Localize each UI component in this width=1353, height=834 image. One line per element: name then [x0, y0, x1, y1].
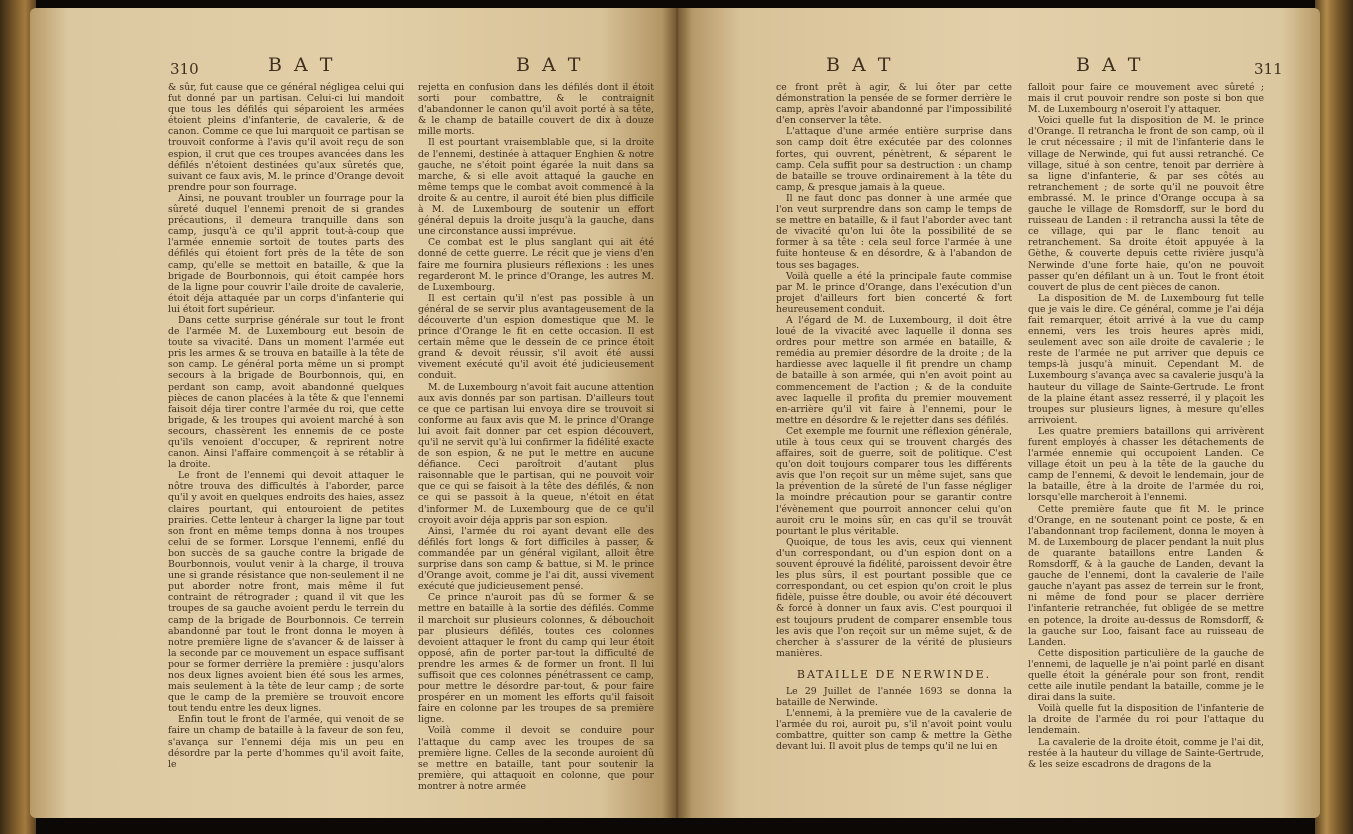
paragraph: Les quatre premiers bataillons qui arrivèrent furent employés à chasser les détachements de l'armée ennemie qui occupoient Landen. Ce village étoit un peu à la tête de la gauche du camp de l'ennemi, & devoit le lendemain, jour de la bataille, être à la droite de l'armée du roi, lorsqu'elle marcheroit à l'ennemi. — [1028, 425, 1264, 504]
paragraph: Cette disposition particulière de la gauche de l'ennemi, de laquelle je n'ai point parlé en disant quelle étoit la générale pour son front, rendit cette aile inutile pendant la bataille, comme je le dirai dans la suite. — [1028, 647, 1264, 704]
left-page-number: 310 — [170, 60, 199, 78]
paragraph: A l'égard de M. de Luxembourg, il doit être loué de la vivacité avec laquelle il donna ses ordres pour mettre son armée en bataille, & remédia au premier désordre de la droite ; de la hardiesse avec laquelle il fit prendre un champ de bataille à son armée, qui n'en avoit point au commencement de l'action ; & de la conduite avec laquelle il profita du premier mouvement en-arrière qu'il vit faire à l'ennemi, pour le mettre en désordre & le rejetter dans ses défilés. — [776, 314, 1012, 426]
section-title: BATAILLE DE NERWINDE. — [796, 667, 992, 681]
paragraph: Ce combat est le plus sanglant qui ait été donné de cette guerre. Le récit que je viens d'en faire me fournira plusieurs réflexions : les unes regarderont M. le prince d'Orange, les autres M. de Luxembourg. — [418, 237, 654, 293]
right-page-column-1 — [776, 82, 1012, 818]
left-header-col2: B A T — [516, 54, 584, 76]
paragraph: rejetta en confusion dans les défilés dont il étoit sorti pour combattre, & le contraignit d'abandonner le canon qu'il avoit porté à sa tête, & le champ de bataille couvert de dix à douze mille morts. — [418, 82, 654, 138]
paragraph: Voici quelle fut la disposition de M. le prince d'Orange. Il retrancha le front de son camp, où il le crut nécessaire ; il mit de l'infanterie dans le village de Nerwinde, qui fut aussi retranché. Ce village, situé à son centre, tenoit par derrière à sa ligne d'infanterie, & par ses côtés au retranchement ; de sorte qu'il ne pouvoit être embrassé. M. le prince d'Orange occupa à sa gauche le village de Romsdorff, sur le bord du ruisseau de Landen : il retrancha aussi la tête de ce village, qui par le flanc tenoit au retranchement. Sa droite étoit appuyée à la Gèthe, & couverte depuis cette rivière jusqu'à Nerwinde d'une forte haie, qu'on ne pouvoit passer qu'en défilant un à un. Tout le front étoit couvert de plus de cent pièces de canon. — [1028, 115, 1264, 293]
paragraph: Quoique, de tous les avis, ceux qui viennent d'un correspondant, ou d'un espion dont on a souvent éprouvé la fidélité, paroissent devoir être les plus sûrs, il est pourtant possible que ce correspondant, ou cet espion qu'on croit le plus fidèle, puisse être double, ou avoir été découvert & forcé à donner un faux avis. C'est pourquoi il est toujours prudent de comparer ensemble tous les avis que l'on reçoit sur un même sujet, & de chercher à s'assurer de la vérité de plusieurs manières. — [776, 536, 1012, 659]
paragraph: Dans cette surprise générale sur tout le front de l'armée M. de Luxembourg eut besoin de toute sa vivacité. Dans un moment l'armée eut pris les armes & se trouva en bataille à la tête de son camp. Le général porta même un si prompt secours à la brigade de Bourbonnois, qui, en perdant son camp, avoit abandonné quelques pièces de canon placées à la tête & que l'ennemi faisoit déja tirer contre l'armée du roi, que cette brigade, & les troupes qui avoient marché à son secours, chassèrent les ennemis de ce poste qu'ils venoient d'occuper, & reprirent notre canon. Ainsi l'affaire commençoit à se rétablir à la droite. — [168, 314, 404, 471]
right-page-header — [676, 54, 1320, 80]
paragraph: Voilà comme il devoit se conduire pour l'attaque du camp avec les troupes de sa première ligne. Celles de la seconde auroient dû se mettre en bataille, tant pour soutenir la première, qui attaquoit en colonne, que pour montrer à notre armée — [418, 725, 654, 792]
paragraph: Cet exemple me fournit une réflexion générale, utile à tous ceux qui se trouvent chargés des affaires, soit de guerre, soit de politique. C'est qu'on doit toujours comparer tous les différents avis que l'on reçoit sur un même sujet, sans que la prévention de la sûreté de l'un fasse négliger la moindre précaution pour se garantir contre l'évènement que pourroit annoncer celui qu'on auroit cru le moins sûr, en cas qu'il se trouvât pourtant le plus véritable. — [776, 425, 1012, 537]
paragraph: Voilà quelle fut la disposition de l'infanterie de la droite de l'armée du roi pour l'attaque du lendemain. — [1028, 703, 1264, 737]
left-page — [30, 8, 678, 818]
right-header-col1: B A T — [826, 54, 894, 76]
book-gutter — [662, 8, 692, 818]
paragraph: La cavalerie de la droite étoit, comme je l'ai dit, restée à la hauteur du village de Sainte-Gertrude, & les seize escadrons de dragons de la — [1028, 736, 1264, 770]
paragraph: Le 29 Juillet de l'année 1693 se donna la bataille de Nerwinde. — [776, 685, 1012, 709]
paragraph: Ainsi, l'armée du roi ayant devant elle des défilés fort longs & fort difficiles à passer, & commandée par un général vigilant, alloit être surprise dans son camp & battue, si M. le prince d'Orange avoit, comme je l'ai dit, aussi vivement exécuté que judicieusement pensé. — [418, 525, 654, 593]
left-page-header — [30, 54, 678, 80]
paragraph: Cette première faute que fit M. le prince d'Orange, en ne soutenant point ce poste, & en l'abandonnant trop facilement, donna le moyen à M. de Luxembourg de placer pendant la nuit plus de quarante bataillons entre Landen & Romsdorff, & à la gauche de Landen, devant la gauche de l'ennemi, dont la cavalerie de l'aile gauche n'ayant pas assez de terrein sur le front, ni même de fond pour se placer derrière l'infanterie retranchée, fut obligée de se mettre en potence, la droite au-dessus de Romsdorff, & la gauche sur Loo, faisant face au ruisseau de Landen. — [1028, 503, 1264, 648]
right-page-column-2 — [1028, 82, 1264, 818]
paragraph: La disposition de M. de Luxembourg fut telle que je vais le dire. Ce général, comme je l'ai déja fait remarquer, étoit arrivé à la vue du camp ennemi, vers les trois heures après midi, seulement avec son aile droite de cavalerie ; le reste de l'armée ne put arriver que depuis ce temps-là jusqu'à minuit. Cependant M. de Luxembourg s'avança avec sa cavalerie jusqu'à la hauteur du village de Sainte-Gertrude. Le front de la plaine étant assez resserré, il y plaçoit les troupes sur plusieurs lignes, à mesure qu'elles arrivoient. — [1028, 292, 1264, 426]
paragraph: M. de Luxembourg n'avoit fait aucune attention aux avis donnés par son partisan. D'ailleurs tout ce que ce partisan lui envoya dire se trouvoit si conforme au faux avis que M. le prince d'Orange lui avoit fait donner par cet espion découvert, qu'il ne servit qu'à lui confirmer la fidélité exacte de son espion, & ne put le mettre en aucune défiance. Ceci paroîtroit d'autant plus raisonnable que le partisan, qui ne pouvoit voir que ce qui se faisoit à la tête des défilés, & non ce qui se passoit à la queue, n'étoit en état d'informer M. de Luxembourg que de ce qu'il croyoit avoir déja appris par son espion. — [418, 381, 654, 526]
right-page-number: 311 — [1254, 60, 1283, 78]
right-header-col2: B A T — [1076, 54, 1144, 76]
paragraph: Ainsi, ne pouvant troubler un fourrage pour la sûreté duquel l'ennemi prenoit de si grandes précautions, il demeura tranquille dans son camp, jusqu'à ce qu'il apprit tout-à-coup que l'armée ennemie sortoit de toutes parts des défilés qui étoient fort près de la tête de son camp, qu'elle se mettoit en bataille, & que la brigade de Bourbonnois, qui étoit campée hors de la ligne pour couvrir l'aile droite de cavalerie, étoit déja attaquée par un corps d'infanterie qui lui étoit fort supérieur. — [168, 192, 404, 315]
paragraph: Il est pourtant vraisemblable que, si la droite de l'ennemi, destinée à attaquer Enghien & notre gauche, ne s'étoit point égarée la nuit dans sa marche, & si elle avoit attaqué la gauche en même temps que le combat avoit commencé à la droite & au centre, il auroit été bien plus difficile à M. de Luxembourg de soutenir un effort général depuis la droite jusqu'à la gauche, dans une circonstance aussi imprévue. — [418, 137, 654, 238]
paragraph: Voilà quelle a été la principale faute commise par M. le prince d'Orange, dans l'exécution d'un projet d'ailleurs fort bien concerté & fort heureusement conduit. — [776, 270, 1012, 315]
right-page — [676, 8, 1320, 818]
paragraph: falloit pour faire ce mouvement avec sûreté ; mais il crut pouvoir rendre son poste si bon que M. de Luxembourg n'oseroit l'y attaquer. — [1028, 82, 1264, 116]
left-page-column-2 — [418, 82, 654, 818]
paragraph: ce front prêt à agir, & lui ôter par cette démonstration la pensée de se former derrière le camp, après l'avoir abandonné par l'impossibilité d'en conserver la tête. — [776, 82, 1012, 127]
left-header-col1: B A T — [268, 54, 336, 76]
paragraph: L'ennemi, à la première vue de la cavalerie de l'armée du roi, auroit pu, s'il n'avoit point voulu combattre, quitter son camp & mettre la Gèthe devant lui. Il avoit plus de temps qu'il ne lui en — [776, 708, 1012, 753]
left-page-column-1 — [168, 82, 404, 818]
paragraph: Enfin tout le front de l'armée, qui venoit de se faire un champ de bataille à la faveur de son feu, s'avança sur l'ennemi déja mis un peu en désordre par la perte d'hommes qu'il avoit faite, le — [168, 714, 404, 770]
paragraph: Il est certain qu'il n'est pas possible à un général de se servir plus avantageusement de la découverte d'un espion domestique que M. le prince d'Orange le fit en cette occasion. Il est certain même que le dessein de ce prince étoit grand & devoit réussir, s'il avoit été aussi vivement exécuté qu'il avoit été judicieusement conduit. — [418, 292, 654, 382]
paragraph: & sûr, fut cause que ce général négligea celui qui fut donné par un partisan. Celui-ci lui mandoit que tous les défilés qui séparoient les armées étoient pleins d'infanterie, de cavalerie, & de canon. Comme ce que lui marquoit ce partisan se trouvoit conforme à l'avis qu'il avoit reçu de son espion, il crut que ces troupes avancées dans les défilés n'étoient destinées qu'aux sûretés que, suivant ce faux avis, M. le prince d'Orange devoit prendre pour son fourrage. — [168, 82, 404, 193]
paragraph: Il ne faut donc pas donner à une armée que l'on veut surprendre dans son camp le temps de se mettre en bataille, & il faut l'aborder avec tant de vivacité qu'on lui ôte la possibilité de se former à sa tête : cela seul force l'armée à une fuite honteuse & en désordre, & à l'abandon de tous ses bagages. — [776, 192, 1012, 271]
book-edge-right — [1315, 0, 1353, 834]
paragraph: Le front de l'ennemi qui devoit attaquer le nôtre trouva des difficultés à l'aborder, parce qu'il y avoit en quelques endroits des haies, assez claires pourtant, qui entouroient de petites prairies. Cette lenteur à charger la ligne par tout son front en même temps donna à nos troupes celui de se former. Lorsque l'ennemi, enflé du bon succès de sa gauche contre la brigade de Bourbonnois, voulut venir à la charge, il trouva une si grande résistance que non-seulement il ne put aborder notre front, mais même il fut contraint de rétrograder ; quand il vit que les troupes de sa gauche avoient perdu le terrein du camp de la brigade de Bourbonnois. Ce terrein abandonné par tout le front donna le moyen à notre première ligne de s'avancer & de laisser à la seconde par ce mouvement un espace suffisant pour se former derrière la première : jusqu'alors nos deux lignes avoient bien été sous les armes, mais seulement à la tête de leur camp ; de sorte que le camp de la première se trouvoit encore tout tendu entre les deux lignes. — [168, 470, 404, 715]
paragraph: Ce prince n'auroit pas dû se former & se mettre en bataille à la sortie des défilés. Comme il marchoit sur plusieurs colonnes, & débouchoit par plusieurs défilés, toutes ces colonnes devoient attaquer le front du camp qui leur étoit opposé, afin de porter par-tout la difficulté de prendre les armes & de former un front. Il lui suffisoit que ces colonnes pénétrassent ce camp, pour mettre le désordre par-tout, & pour faire prospérer en un moment les efforts qu'il faisoit faire en colonne par les troupes de sa première ligne. — [418, 592, 654, 726]
paragraph: L'attaque d'une armée entière surprise dans son camp doit être exécutée par des colonnes fortes, qui ouvrent, pénètrent, & séparent le camp. Cela suffit pour sa destruction : un champ de bataille se trouve ordinairement à la tête du camp, & presque jamais à la queue. — [776, 126, 1012, 193]
